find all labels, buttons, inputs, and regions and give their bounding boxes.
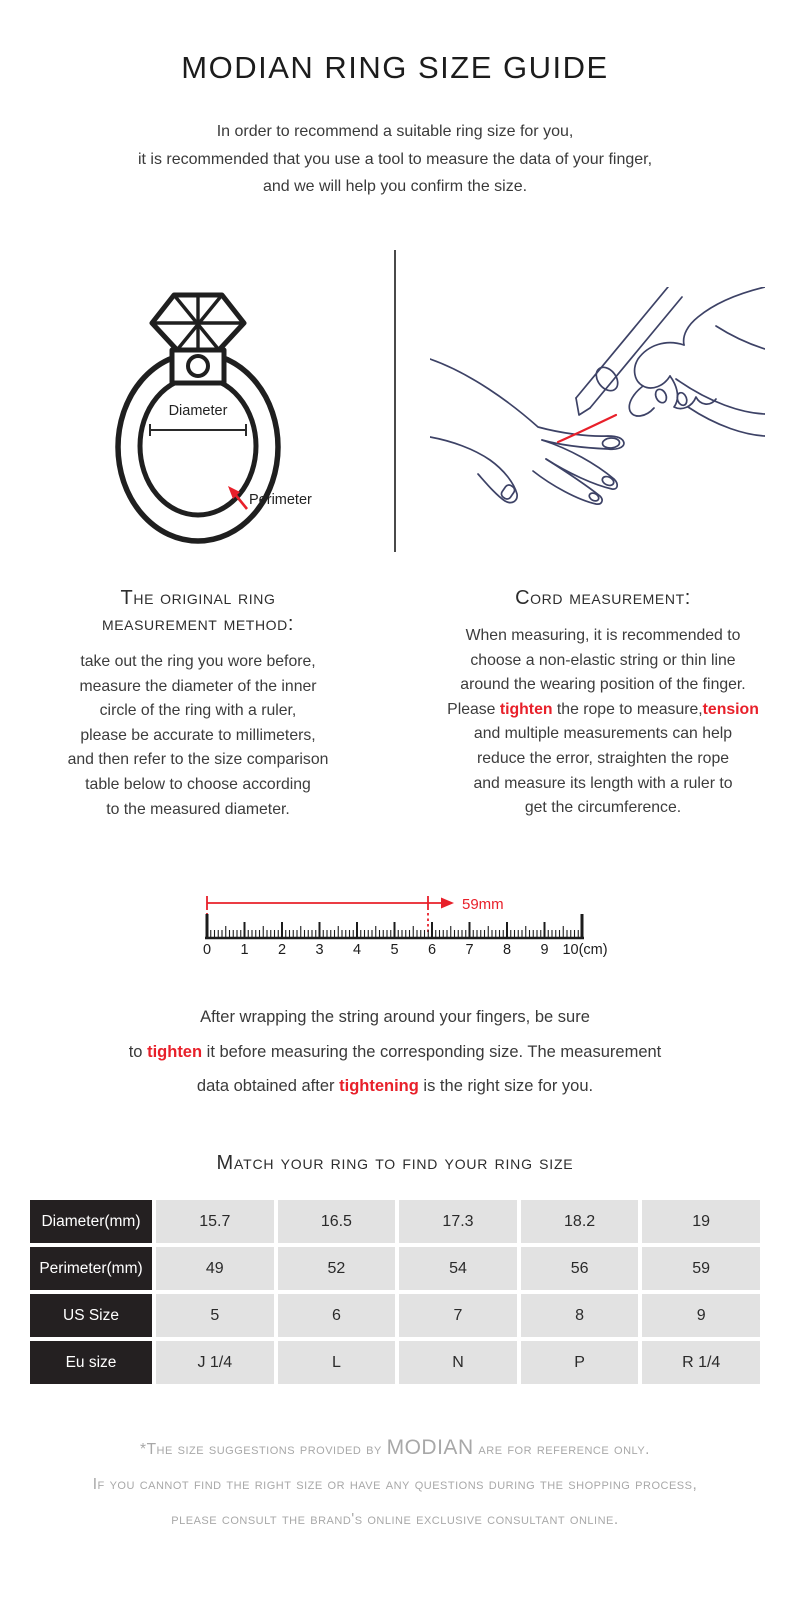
- table-cell: 6: [278, 1294, 396, 1337]
- svg-text:9: 9: [540, 942, 549, 958]
- table-header-cell: Eu size: [30, 1341, 152, 1384]
- right-thumb-nail: [592, 363, 622, 395]
- highlight-tightening: tightening: [339, 1077, 419, 1095]
- fingernail: [588, 492, 600, 503]
- table-cell: 18.2: [521, 1200, 639, 1243]
- left-hand-outline: [430, 359, 624, 449]
- intro-line: and we will help you confirm the size.: [262, 178, 528, 195]
- section-body: take out the ring you wore before, measure the diameter of the inner circle of the ring with a ruler, please be accurate to millimeters, and then refer to the size comparison table below to choose according to the measured diameter.: [67, 653, 329, 818]
- table-cell: P: [521, 1341, 639, 1384]
- svg-text:1: 1: [240, 942, 249, 958]
- footer-line: If you cannot find the right size or have any questions during the shopping process,: [92, 1476, 698, 1493]
- diameter-measure-line: [150, 424, 246, 436]
- table-cell: 17.3: [399, 1200, 517, 1243]
- table-cell: L: [278, 1341, 396, 1384]
- table-cell: R 1/4: [642, 1341, 760, 1384]
- svg-text:8: 8: [502, 942, 512, 958]
- highlight-tension: tension: [702, 700, 759, 718]
- table-cell: 56: [521, 1247, 639, 1290]
- intro-line: In order to recommend a suitable ring size for you,: [216, 123, 574, 140]
- table-cell: 16.5: [278, 1200, 396, 1243]
- footer-line: please consult the brand's online exclusive consultant online.: [171, 1511, 619, 1528]
- svg-text:10(cm): 10(cm): [562, 942, 608, 958]
- divider-line: [394, 250, 396, 552]
- cord-measurement-section: [420, 585, 786, 821]
- table-cell: 9: [642, 1294, 760, 1337]
- pen-icon: [576, 287, 668, 398]
- table-cell: N: [399, 1341, 517, 1384]
- right-index-finger: [635, 343, 684, 388]
- ruler-ticks: [207, 914, 582, 938]
- ring-size-table: [30, 1200, 760, 1384]
- svg-text:2: 2: [277, 942, 287, 958]
- svg-text:3: 3: [315, 942, 324, 958]
- section-heading: Cord measurement:: [515, 587, 691, 609]
- measure-value-label: 59mm: [462, 896, 504, 913]
- section-body: When measuring, it is recommended to choose a non-elastic string or thin line around the wearing position of the finger. Please tighten the rope to measure,tension and multiple measurements can help reduce the error, straighten the rope and measure its length with a ruler to get the circumference.: [447, 627, 759, 817]
- fingernail: [601, 475, 615, 487]
- table-header-cell: Perimeter(mm): [30, 1247, 152, 1290]
- table-cell: 7: [399, 1294, 517, 1337]
- intro-paragraph: [0, 118, 790, 201]
- fingernail: [602, 437, 620, 448]
- fingernail: [676, 391, 689, 406]
- table-header-cell: Diameter(mm): [30, 1200, 152, 1243]
- diameter-label: Diameter: [168, 403, 228, 419]
- ruler-numbers: [203, 942, 608, 958]
- svg-text:5: 5: [390, 942, 399, 958]
- right-hand-back: [684, 287, 765, 345]
- intro-line: it is recommended that you use a tool to measure the data of your finger,: [137, 150, 653, 168]
- after-ruler-paragraph: After wrapping the string around your fingers, be sure to tighten it before measuring the corresponding size. The measurement data obtained after tightening is the right size for you.: [128, 1008, 662, 1095]
- svg-text:0: 0: [202, 942, 212, 958]
- ruler-diagram: [190, 868, 610, 960]
- wrist-curve: [688, 407, 765, 436]
- svg-text:6: 6: [427, 942, 437, 958]
- ring-band-inner: [140, 377, 256, 515]
- curled-fingers: [670, 376, 716, 409]
- highlight-tighten: tighten: [147, 1042, 203, 1061]
- table-cell: 5: [156, 1294, 274, 1337]
- table-cell: J 1/4: [156, 1341, 274, 1384]
- table-cell: 8: [521, 1294, 639, 1337]
- table-cell: 15.7: [156, 1200, 274, 1243]
- svg-text:7: 7: [465, 942, 474, 958]
- footer-line: *The size suggestions provided by MODIAN are for reference only.: [140, 1436, 650, 1459]
- section-heading: The original ring measurement method:: [101, 587, 295, 635]
- brand-name: MODIAN: [386, 1436, 474, 1459]
- table-header-cell: US Size: [30, 1294, 152, 1337]
- footer-disclaimer: [0, 1430, 790, 1537]
- left-thumb: [430, 437, 517, 503]
- table-heading: Match your ring to find your ring size: [216, 1152, 574, 1174]
- svg-text:4: 4: [352, 942, 362, 958]
- pen-tip: [576, 398, 590, 415]
- table-cell: 52: [278, 1247, 396, 1290]
- highlight-tighten: tighten: [499, 700, 553, 718]
- ring-finger: [533, 459, 602, 504]
- table-cell: 19: [642, 1200, 760, 1243]
- ring-diagram: [85, 258, 325, 556]
- table-cell: 49: [156, 1247, 274, 1290]
- perimeter-label: Perimeter: [249, 492, 312, 508]
- table-cell: 59: [642, 1247, 760, 1290]
- original-ring-method-section: [22, 585, 374, 822]
- hand-measuring-illustration: [430, 287, 765, 519]
- fingernail: [654, 388, 669, 405]
- page-title: MODIAN RING SIZE GUIDE: [181, 50, 609, 85]
- right-thumb: [629, 386, 654, 416]
- table-cell: 54: [399, 1247, 517, 1290]
- right-arm-line: [716, 326, 765, 349]
